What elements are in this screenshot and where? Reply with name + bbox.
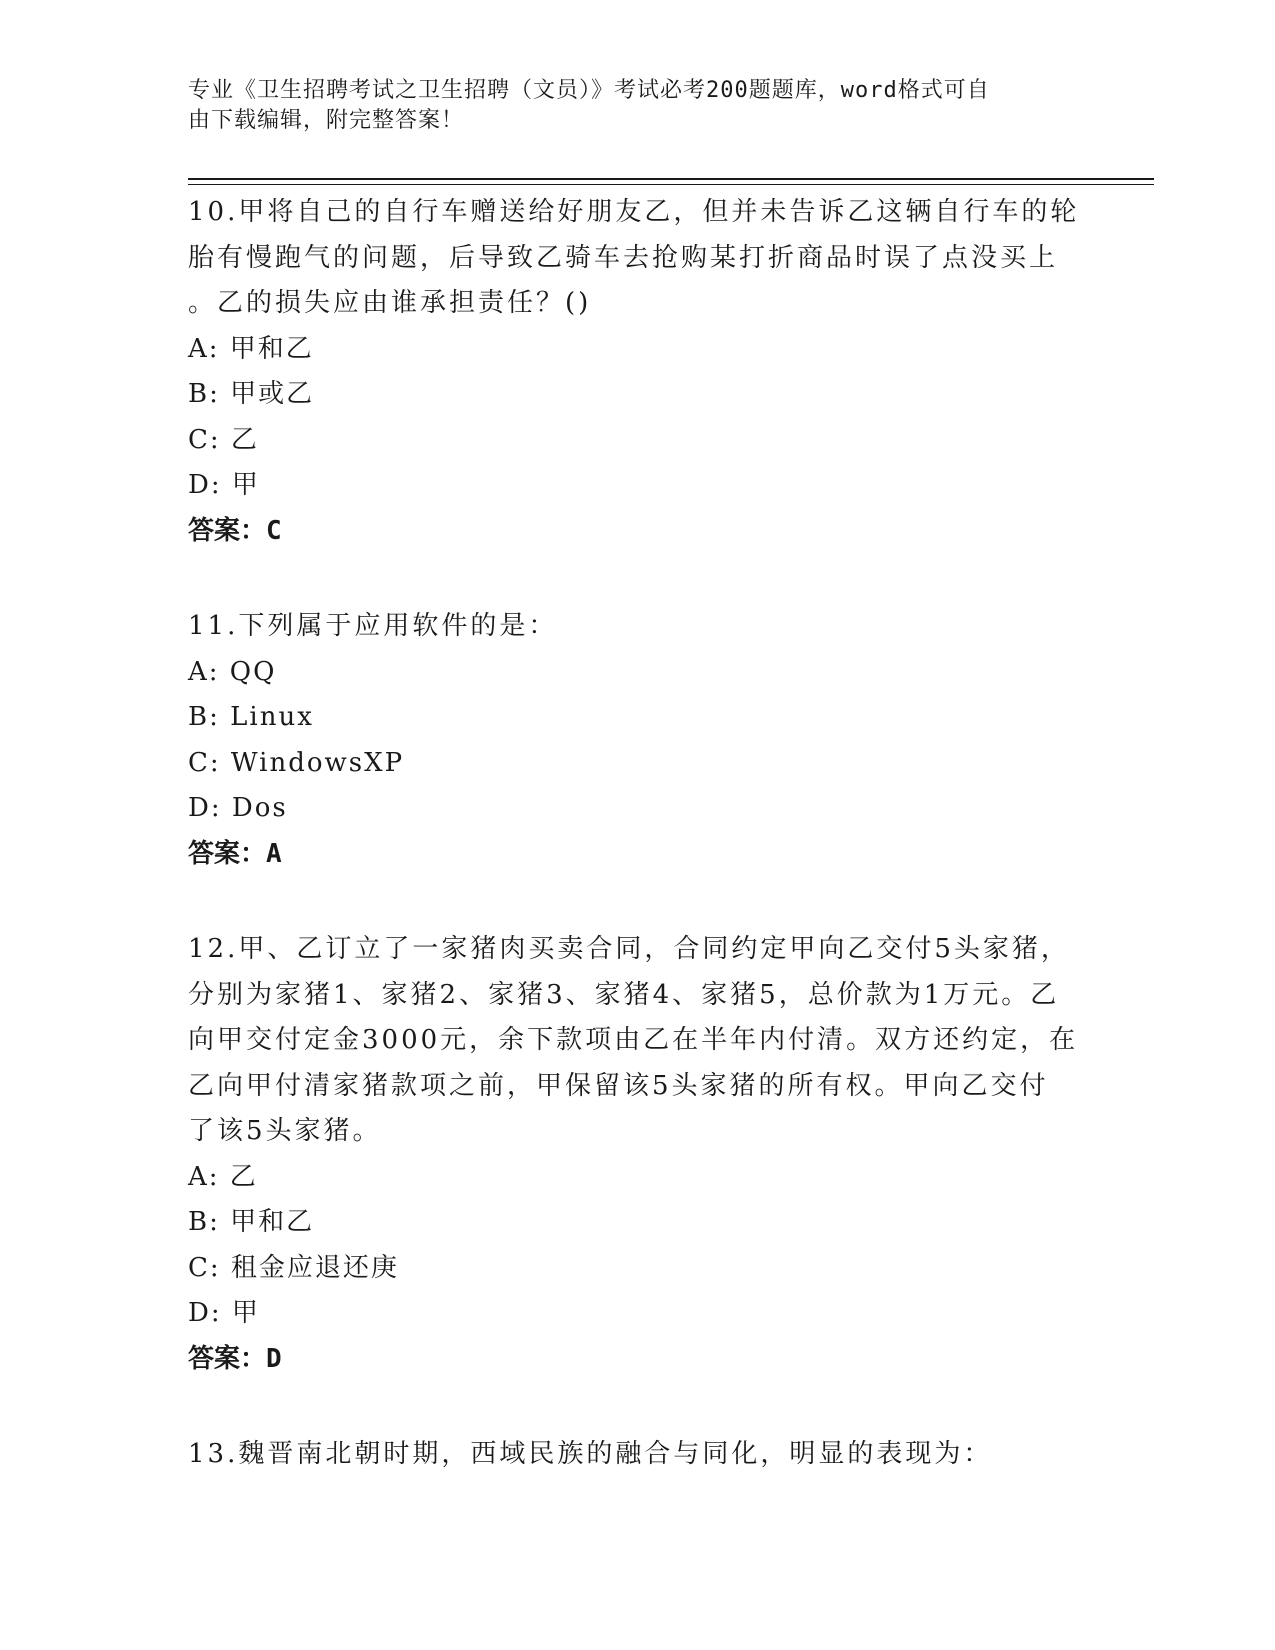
option-d: D: Dos xyxy=(188,793,288,823)
question-item xyxy=(188,190,1088,554)
header-divider xyxy=(188,178,1154,180)
question-stem-line: 了该5头家猪。 xyxy=(188,1116,382,1146)
question-stem-line: 13.魏晋南北朝时期，西域民族的融合与同化，明显的表现为： xyxy=(188,1439,993,1469)
question-stem-line: 。乙的损失应由谁承担责任？() xyxy=(188,288,592,318)
option-b: B: Linux xyxy=(188,702,314,732)
option-c: C: 乙 xyxy=(188,424,259,455)
question-stem-line: 胎有慢跑气的问题，后导致乙骑车去抢购某打折商品时误了点没买上 xyxy=(188,242,1059,273)
option-b: B: 甲或乙 xyxy=(188,379,315,409)
answer-label: 答案：C xyxy=(188,515,282,546)
question-stem-line: 10.甲将自己的自行车赠送给好朋友乙，但并未告诉乙这辆自行车的轮 xyxy=(188,197,1080,227)
question-item xyxy=(188,604,1088,877)
answer-label: 答案：A xyxy=(188,838,282,869)
option-a: A: 甲和乙 xyxy=(188,333,314,364)
document-intro xyxy=(188,76,1068,136)
option-d: D: 甲 xyxy=(188,470,260,500)
option-b: B: 甲和乙 xyxy=(188,1207,315,1237)
option-d: D: 甲 xyxy=(188,1298,260,1328)
answer-label: 答案：D xyxy=(188,1343,282,1374)
option-c: C: WindowsXP xyxy=(188,747,405,778)
question-list xyxy=(188,190,1088,1528)
question-stem-line: 12.甲、乙订立了一家猪肉买卖合同，合同约定甲向乙交付5头家猪， xyxy=(188,934,1070,964)
question-item xyxy=(188,1432,1088,1478)
option-a: A: 乙 xyxy=(188,1161,258,1192)
intro-line: 专业《卫生招聘考试之卫生招聘（文员）》考试必考200题题库，word格式可自 xyxy=(188,78,990,103)
question-stem-line: 11.下列属于应用软件的是： xyxy=(188,611,558,641)
question-item xyxy=(188,927,1088,1382)
question-stem-line: 向甲交付定金3000元，余下款项由乙在半年内付清。双方还约定，在 xyxy=(188,1025,1079,1055)
intro-line: 由下载编辑，附完整答案！ xyxy=(188,108,465,133)
question-stem-line: 分别为家猪1、家猪2、家猪3、家猪4、家猪5，总价款为1万元。乙 xyxy=(188,979,1060,1010)
option-c: C: 租金应退还庚 xyxy=(188,1252,399,1283)
option-a: A: QQ xyxy=(188,656,277,687)
question-stem-line: 乙向甲付清家猪款项之前，甲保留该5头家猪的所有权。甲向乙交付 xyxy=(188,1070,1049,1101)
header-divider-thin xyxy=(188,184,1154,185)
